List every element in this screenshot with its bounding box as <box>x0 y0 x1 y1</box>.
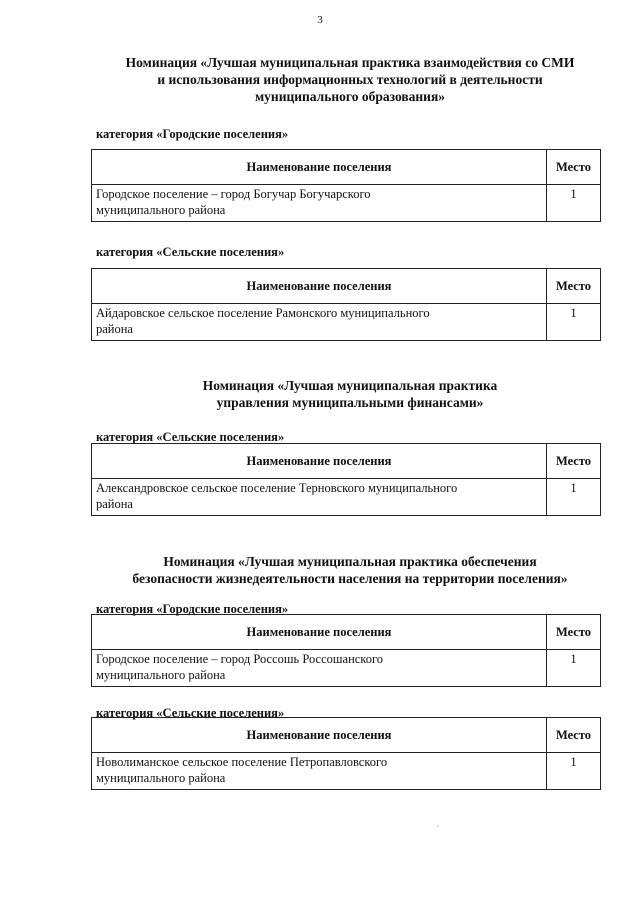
settlement-name-line: Александровское сельское поселение Терновского муниципального <box>96 481 458 495</box>
category-label: категория «Городские поселения» <box>96 127 289 141</box>
place-cell: 1 <box>547 185 601 222</box>
settlement-name-line: муниципального района <box>96 771 226 785</box>
results-table <box>91 268 601 341</box>
column-header-name: Наименование поселения <box>92 269 547 304</box>
scan-speck: · <box>436 822 439 831</box>
settlement-name-line: муниципального района <box>96 668 226 682</box>
table-row <box>92 185 601 222</box>
place-cell: 1 <box>547 304 601 341</box>
table-header-row <box>92 269 601 304</box>
settlement-name-line: Айдаровское сельское поселение Рамонского муниципального <box>96 306 430 320</box>
nomination-title <box>60 54 640 105</box>
settlement-name-line: Новолиманское сельское поселение Петропавловского <box>96 755 388 769</box>
column-header-name: Наименование поселения <box>92 718 547 753</box>
settlement-name-cell <box>92 650 547 687</box>
table-header-row <box>92 444 601 479</box>
nomination-title-line: и использования информационных технологий в деятельности <box>157 72 543 87</box>
settlement-name-line: Городское поселение – город Россошь Россошанского <box>96 652 384 666</box>
column-header-name: Наименование поселения <box>92 444 547 479</box>
nomination-title-line: Номинация «Лучшая муниципальная практика обеспечения <box>163 554 537 569</box>
column-header-name: Наименование поселения <box>92 615 547 650</box>
settlement-name-cell <box>92 753 547 790</box>
results-table <box>91 149 601 222</box>
nomination-title-line: управления муниципальными финансами» <box>216 395 484 410</box>
category-label: категория «Сельские поселения» <box>96 430 285 444</box>
place-cell: 1 <box>547 479 601 516</box>
table-row <box>92 753 601 790</box>
settlement-name-line: Городское поселение – город Богучар Богучарского <box>96 187 371 201</box>
category-label: категория «Городские поселения» <box>96 602 289 616</box>
column-header-name: Наименование поселения <box>92 150 547 185</box>
settlement-name-cell <box>92 479 547 516</box>
nomination-title-line: муниципального образования» <box>254 89 446 104</box>
settlement-name-line: района <box>96 497 133 511</box>
column-header-place: Место <box>547 718 601 753</box>
settlement-name-cell <box>92 304 547 341</box>
settlement-name-line: района <box>96 322 133 336</box>
nomination-title-line: Номинация «Лучшая муниципальная практика <box>202 378 498 393</box>
results-table <box>91 443 601 516</box>
nomination-title <box>60 377 640 411</box>
table-row <box>92 304 601 341</box>
column-header-place: Место <box>547 615 601 650</box>
settlement-name-line: муниципального района <box>96 203 226 217</box>
place-cell: 1 <box>547 650 601 687</box>
column-header-place: Место <box>547 150 601 185</box>
table-row <box>92 479 601 516</box>
column-header-place: Место <box>547 444 601 479</box>
results-table <box>91 717 601 790</box>
column-header-place: Место <box>547 269 601 304</box>
page-number: 3 <box>317 14 323 26</box>
table-header-row <box>92 150 601 185</box>
table-header-row <box>92 615 601 650</box>
results-table <box>91 614 601 687</box>
settlement-name-cell <box>92 185 547 222</box>
nomination-title-line: безопасности жизнедеятельности населения на территории поселения» <box>132 571 568 586</box>
table-header-row <box>92 718 601 753</box>
nomination-title <box>60 553 640 587</box>
table-row <box>92 650 601 687</box>
category-label: категория «Сельские поселения» <box>96 245 285 259</box>
category-label: категория «Сельские поселения» <box>96 706 285 720</box>
nomination-title-line: Номинация «Лучшая муниципальная практика взаимодействия со СМИ <box>125 55 575 70</box>
place-cell: 1 <box>547 753 601 790</box>
